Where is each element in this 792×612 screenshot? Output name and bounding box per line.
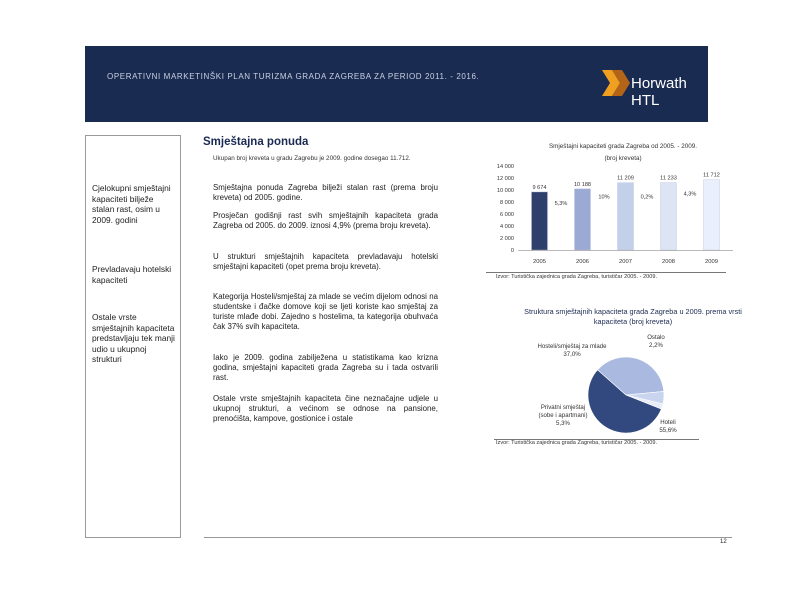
y-tick-label: 0	[510, 248, 514, 254]
paragraph: Smještajna ponuda Zagreba bilježi stalan rast (prema broju kreveta) od 2005. godine.	[213, 183, 438, 202]
y-tick-label: 8 000	[500, 200, 514, 206]
y-tick-label: 12 000	[496, 176, 514, 182]
paragraph: Prosječan godišnji rast svih smještajnih kapaciteta grada Zagreba od 2005. do 2009. iznosi 4,9% (prema broju kreveta).	[213, 211, 438, 230]
pie-label-other-name: Ostalo	[647, 334, 665, 341]
pie-label-private-name: Privatni smještaj (sobe i apartmani)	[538, 404, 588, 419]
bar	[704, 180, 720, 250]
bar-chart-subtitle: (broj kreveta)	[604, 155, 642, 162]
bar-chart	[486, 160, 736, 272]
sidebar-item: Cjelokupni smještajni kapaciteti bilježe stalan rast, osim u 2009. godini	[92, 183, 171, 225]
growth-label: 0,2%	[640, 194, 654, 201]
pie-label-hostels-name: Hosteli/smještaj za mlade	[537, 343, 607, 350]
pie-label-hostels	[537, 343, 607, 359]
capacity-note: Ukupan broj kreveta u gradu Zagrebu je 2009. godine dosegao 11.712.	[213, 155, 411, 162]
paragraph: Kategorija Hosteli/smještaj za mlade se većim dijelom odnosi na studentske i đačke domove koji se ljeti koriste kao smještaj za turiste mlađe dobi. Zajedno s hostelima, ta kategorija obuhvaća čak 37% svih kapaciteta.	[213, 292, 438, 331]
x-tick-label: 2005	[533, 259, 546, 265]
y-tick-label: 14 000	[496, 164, 514, 170]
pie-label-other	[636, 334, 676, 350]
bar-chart-source-rule	[486, 272, 726, 273]
x-tick-label: 2006	[576, 259, 589, 265]
bar	[532, 192, 548, 250]
page-number: 12	[720, 539, 727, 545]
bar-value-label: 11 233	[660, 175, 677, 182]
section-title: Smještajna ponuda	[203, 136, 309, 148]
logo	[600, 66, 700, 109]
bar-value-label: 10 188	[573, 181, 592, 188]
bar	[618, 183, 634, 250]
pie-chart-title: Struktura smještajnih kapaciteta grada Zagreba u 2009. prema vrsti kapaciteta (broj kreveta)	[524, 307, 742, 326]
y-tick-label: 6 000	[500, 212, 514, 218]
growth-label: 10%	[598, 194, 610, 201]
sidebar-item: Prevladavaju hotelski kapaciteti	[92, 264, 172, 285]
pie-label-private-value: 5,3%	[556, 420, 570, 427]
growth-label: 5,3%	[554, 200, 568, 207]
pie-chart-source: Izvor: Turistička zajednica grada Zagreba, turističar 2005. - 2009.	[496, 440, 658, 446]
sidebar-item: Ostale vrste smještajnih kapaciteta predstavljaju tek manji udio u ukupnoj strukturi	[92, 312, 175, 365]
bar-chart-title-text: Smještajni kapaciteti grada Zagreba od 2005. - 2009.	[548, 143, 698, 150]
bar-value-label: 11 712	[703, 172, 720, 179]
growth-label: 4,3%	[683, 191, 697, 198]
x-tick-label: 2007	[619, 259, 632, 265]
pie-label-hotels-name: Hoteli	[660, 419, 676, 426]
y-tick-label: 4 000	[500, 224, 514, 230]
paragraph: Iako je 2009. godina zabilježena u statistikama kao krizna godina, smještajni kapaciteti grada Zagreba su i tada ostvarili rast.	[213, 353, 438, 382]
pie-label-hostels-value: 37,0%	[563, 351, 581, 358]
y-tick-label: 10 000	[496, 188, 514, 194]
header-band	[85, 46, 708, 122]
header-title: OPERATIVNI MARKETINŠKI PLAN TURIZMA GRADA ZAGREBA ZA PERIOD 2011. - 2016.	[107, 72, 480, 81]
footer-rule	[204, 537, 732, 538]
y-tick-label: 2 000	[500, 236, 514, 242]
pie-label-other-value: 2,2%	[649, 342, 663, 349]
pie-label-private	[533, 404, 593, 428]
logo-text: Horwath HTL	[631, 75, 687, 109]
bar	[661, 183, 677, 250]
paragraph: Ostale vrste smještajnih kapaciteta čine neznačajne udjele u ukupnoj strukturi, a većinom se odnose na pansione, prenoćišta, kampove, gostionice i ostale	[213, 394, 438, 423]
bar-value-label: 9 674	[532, 184, 547, 191]
pie-label-hotels-value: 55,6%	[659, 427, 677, 434]
bar-value-label: 11 209	[617, 175, 634, 182]
paragraph: U strukturi smještajnih kapaciteta prevladavaju hotelski smještajni kapaciteti (opet prema broju kreveta).	[213, 252, 438, 271]
pie-label-hotels	[650, 419, 686, 435]
x-tick-label: 2008	[662, 259, 675, 265]
x-tick-label: 2009	[705, 259, 718, 265]
horwath-chevron-icon	[600, 66, 630, 100]
bar	[575, 189, 591, 250]
bar-chart-source: Izvor: Turistička zajednica grada Zagreba, turističar 2005. - 2009.	[496, 274, 658, 280]
